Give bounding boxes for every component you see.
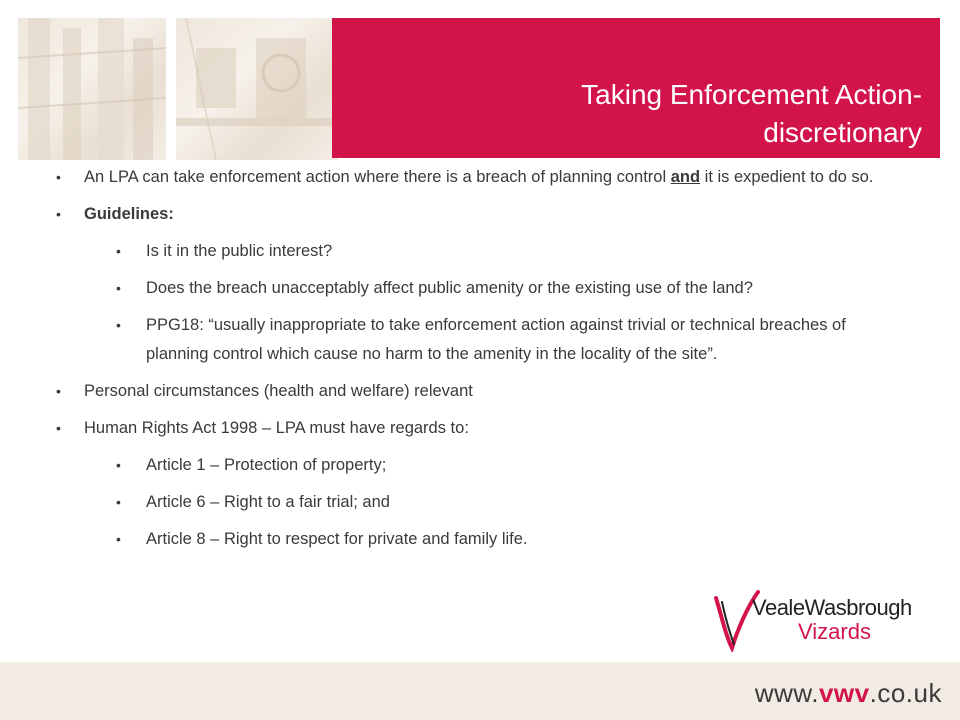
bullet-item [56,377,886,406]
sub-bullet-item [56,311,886,369]
bullet-item [56,200,886,229]
bullet-marker: • [116,531,121,547]
footer-bar [0,662,960,720]
bullet-text: Human Rights Act 1998 – LPA must have regards to: [84,419,469,437]
bullet-marker: • [56,206,61,222]
bullet-text: Does the breach unacceptably affect public amenity or the existing use of the land? [146,279,753,297]
bullet-marker: • [56,420,61,436]
building-photo-right [176,18,338,160]
url-prefix: www. [754,678,819,708]
bullet-marker: • [116,280,121,296]
sub-bullet-item [56,274,886,303]
bullet-text: PPG18: “usually inappropriate to take enforcement action against trivial or technical breaches of planning control which cause no harm to the amenity in the locality of the site”. [146,316,846,363]
bullet-text: it is expedient to do so. [700,168,874,186]
company-logo [714,586,944,656]
bullet-marker: • [116,494,121,510]
slide-title [581,76,922,152]
header-images [18,18,338,160]
bullet-marker: • [56,383,61,399]
bullet-marker: • [116,457,121,473]
slide-title-line-2: discretionary [763,117,922,148]
bullet-text: Personal circumstances (health and welfare) relevant [84,382,473,400]
bullet-marker: • [56,169,61,185]
title-panel [332,18,940,158]
sub-bullet-item [56,525,886,554]
website-link[interactable] [755,678,942,709]
logo-line-1: VealeWasbrough [752,595,912,620]
bullet-item [56,414,886,443]
building-photo-left [18,18,166,160]
bullet-text: Article 1 – Protection of property; [146,456,387,474]
bullet-text: Is it in the public interest? [146,242,333,260]
bullet-marker: • [116,243,121,259]
logo-line-2: Vizards [798,619,871,644]
bullet-list [56,163,886,562]
sub-bullet-item [56,237,886,266]
bullet-text: Article 8 – Right to respect for private and family life. [146,530,528,548]
sub-bullet-item [56,451,886,480]
url-highlight: vwv [818,678,870,708]
bullet-item [56,163,886,192]
bullet-text: An LPA can take enforcement action where there is a breach of planning control [84,168,671,186]
url-suffix: .co.uk [869,678,942,708]
slide-title-line-1: Taking Enforcement Action- [581,79,922,110]
bullet-marker: • [116,317,121,333]
bullet-text: Guidelines: [84,205,174,223]
bullet-text: and [670,168,701,186]
sub-bullet-item [56,488,886,517]
bullet-text: Article 6 – Right to a fair trial; and [146,493,390,511]
